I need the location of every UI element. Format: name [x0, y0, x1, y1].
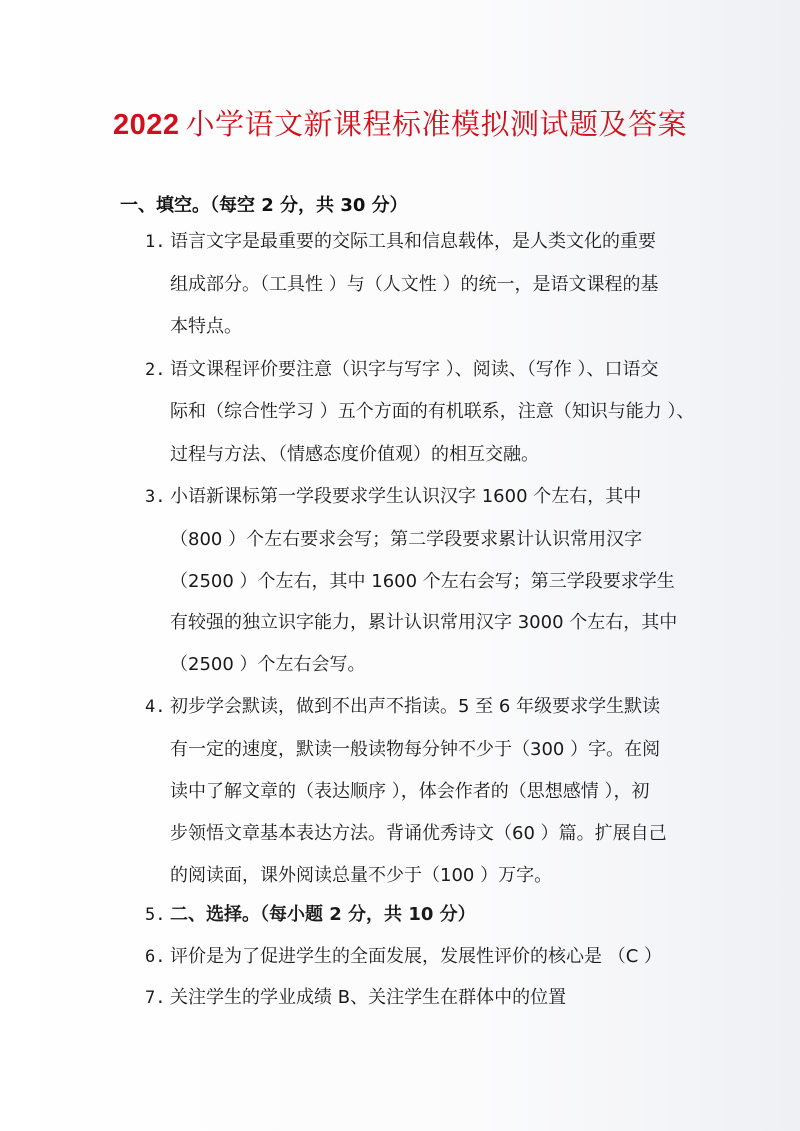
- item-3-line-4: 有较强的独立识字能力，累计认识常用汉字 3000 个左右，其中: [170, 612, 678, 633]
- item-1-line-1: 语言文字是最重要的交际工具和信息载体，是人类文化的重要: [170, 231, 656, 252]
- item-number: 5.: [145, 905, 166, 925]
- item-number: 6.: [145, 947, 166, 967]
- document-title: [0, 102, 800, 143]
- item-number: 2.: [145, 360, 166, 380]
- item-number: 1.: [145, 232, 166, 252]
- title-text: 小学语文新课程标准模拟测试题及答案: [185, 107, 688, 141]
- item-2-line-1: 语文课程评价要注意（识字与写字 ）、阅读、（写作 ）、口语交: [170, 359, 659, 380]
- item-4-line-5: 的阅读面，课外阅读总量不少于（100 ）万字。: [170, 865, 553, 886]
- item-3-line-1: 小语新课标第一学段要求学生认识汉字 1600 个左右，其中: [170, 486, 642, 507]
- item-4-line-2: 有一定的速度，默读一般读物每分钟不少于（300 ）字。在阅: [170, 739, 661, 760]
- item-7-line-1: 关注学生的学业成绩 B、关注学生在群体中的位置: [170, 987, 567, 1008]
- item-3-line-5: （2500 ）个左右会写。: [170, 654, 366, 675]
- item-2-line-2: 际和（综合性学习 ）五个方面的有机联系，注意（知识与能力 ）、: [170, 401, 695, 422]
- title-year: 2022: [112, 109, 180, 141]
- item-6-line-1: 评价是为了促进学生的全面发展，发展性评价的核心是 （C ）: [170, 946, 663, 967]
- section-heading-fill-in-blank: 一、填空。（每空 2 分，共 30 分）: [120, 195, 408, 216]
- item-2-line-3: 过程与方法、（情感态度价值观）的相互交融。: [170, 444, 539, 465]
- item-4-line-1: 初步学会默读，做到不出声不指读。5 至 6 年级要求学生默读: [170, 696, 661, 717]
- item-1-line-3: 本特点。: [170, 316, 242, 337]
- item-4-line-3: 读中了解文章的（表达顺序 ），体会作者的（思想感情 ），初: [170, 781, 650, 802]
- item-number: 4.: [145, 697, 166, 717]
- item-1-line-2: 组成部分。（工具性 ）与（人文性 ）的统一，是语文课程的基: [170, 274, 659, 295]
- item-3-line-3: （2500 ）个左右，其中 1600 个左右会写；第三学段要求学生: [170, 571, 675, 592]
- item-number: 7.: [145, 988, 166, 1008]
- item-3-line-2: （800 ）个左右要求会写；第二学段要求累计认识常用汉字: [170, 529, 643, 550]
- item-number: 3.: [145, 487, 166, 507]
- item-4-line-4: 步领悟文章基本表达方法。背诵优秀诗文（60 ）篇。扩展自己: [170, 823, 667, 844]
- section-heading-multiple-choice: 二、选择。（每小题 2 分，共 10 分）: [170, 904, 476, 925]
